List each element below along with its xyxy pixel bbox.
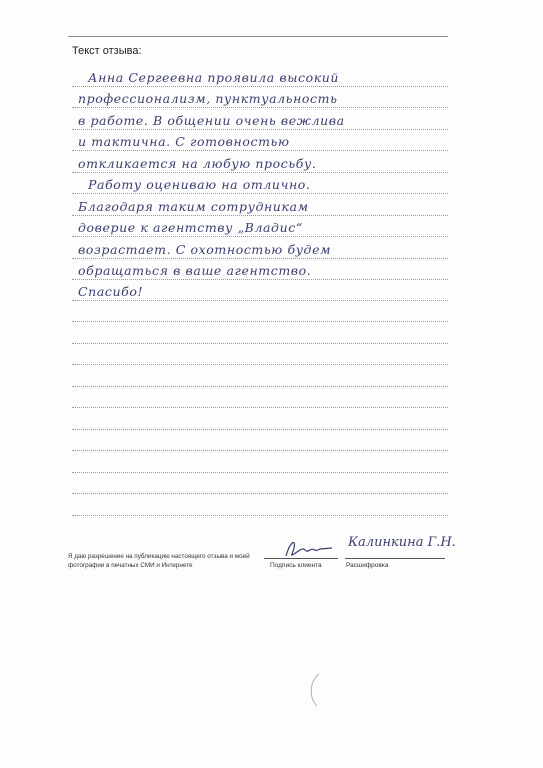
- ruled-line: [72, 215, 448, 216]
- transcript-caption: Расшифровка: [346, 562, 389, 569]
- top-divider: [68, 36, 448, 37]
- handwritten-line: Анна Сергеевна проявила высокий: [88, 70, 340, 85]
- handwritten-line: Работу оцениваю на отлично.: [88, 177, 311, 192]
- review-heading: Текст отзыва:: [72, 45, 142, 57]
- stray-pen-mark: [305, 672, 325, 708]
- ruled-line: [72, 129, 448, 130]
- handwritten-line: обращаться в ваше агентство.: [78, 263, 312, 278]
- ruled-line: [72, 429, 448, 430]
- ruled-line: [72, 279, 448, 280]
- ruled-line: [72, 86, 448, 87]
- signature-caption: Подпись клиента: [270, 562, 322, 569]
- handwritten-line: возрастает. С охотностью будем: [78, 242, 332, 257]
- publication-consent-text: Я даю разрешение на публикацию настоящего отзыва и моей фотографии в печатных СМИ и Интернете: [68, 553, 250, 569]
- ruled-line: [72, 300, 448, 301]
- ruled-line: [72, 493, 448, 494]
- ruled-line: [72, 150, 448, 151]
- handwritten-line: и тактична. С готовностью: [78, 134, 290, 149]
- ruled-line: [72, 193, 448, 194]
- ruled-line: [72, 515, 448, 516]
- handwritten-line: Спасибо!: [78, 284, 144, 299]
- handwritten-line: откликается на любую просьбу.: [78, 156, 317, 171]
- ruled-line: [72, 107, 448, 108]
- handwritten-line: Благодаря таким сотрудникам: [78, 199, 309, 214]
- ruled-line: [72, 343, 448, 344]
- ruled-line: [72, 321, 448, 322]
- ruled-line: [72, 364, 448, 365]
- ruled-line: [72, 386, 448, 387]
- transcript-line: [345, 558, 445, 559]
- handwritten-line: в работе. В общении очень вежлива: [78, 113, 345, 128]
- handwritten-line: профессионализм, пунктуальность: [78, 91, 338, 106]
- ruled-line: [72, 258, 448, 259]
- ruled-line: [72, 407, 448, 408]
- signature-line: [264, 558, 338, 559]
- ruled-line: [72, 236, 448, 237]
- ruled-line: [72, 450, 448, 451]
- handwritten-line: доверие к агентству „Владис“: [78, 220, 303, 235]
- ruled-line: [72, 172, 448, 173]
- signature-transcript-value: Калинкина Г.Н.: [348, 535, 456, 550]
- ruled-line: [72, 472, 448, 473]
